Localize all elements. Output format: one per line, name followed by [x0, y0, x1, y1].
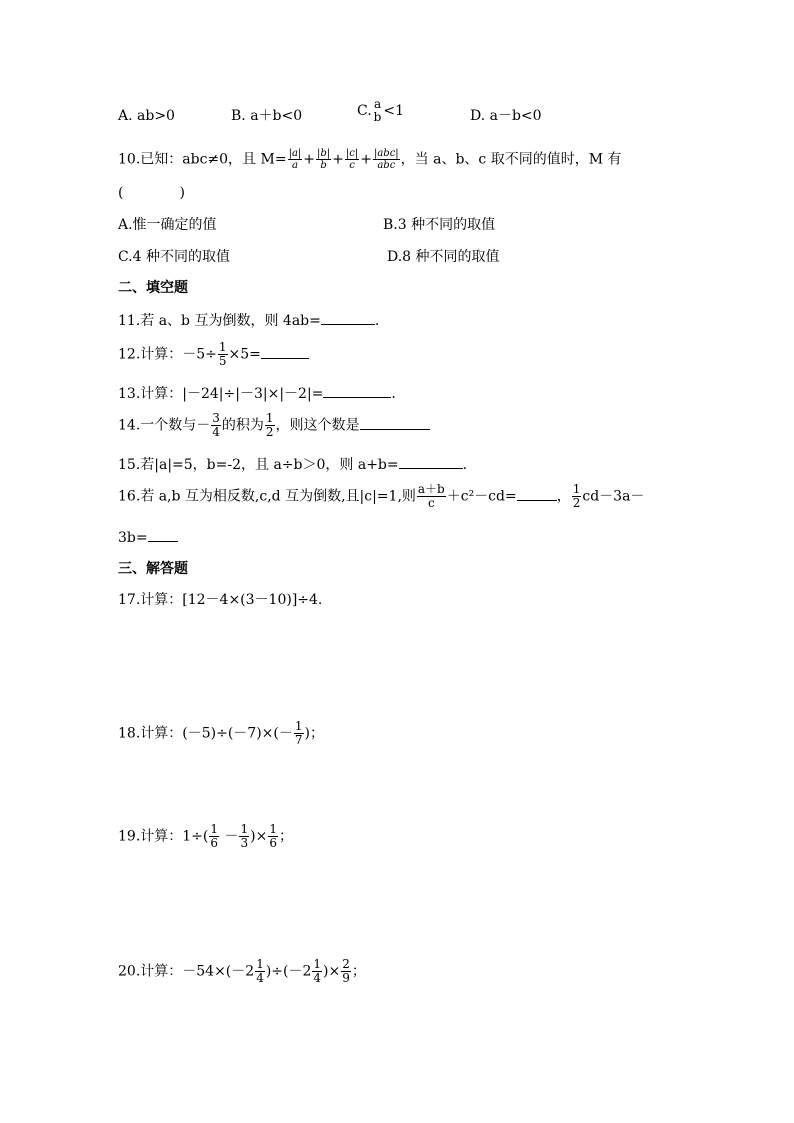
- q19-suffix: ；: [278, 828, 293, 845]
- fraction-numerator: |abc|: [373, 148, 399, 159]
- q10-option-a: A.惟一确定的值: [118, 217, 217, 233]
- q10-option-b: B.3 种不同的取值: [383, 217, 496, 233]
- q12-suffix: ×5=: [228, 346, 261, 363]
- q14-suffix: ，则这个数是: [275, 417, 360, 434]
- plus-sign: +: [303, 151, 316, 168]
- q14-mid: 的积为: [221, 417, 264, 434]
- answer-blank[interactable]: [261, 344, 309, 359]
- section-title-fill-in: 二、填空题: [118, 280, 188, 296]
- q16-tail: cd－3a－: [582, 488, 645, 505]
- q20-fraction-1: [255, 958, 265, 985]
- q10-option-c: C.4 种不同的取值: [118, 249, 231, 265]
- q16-mid: ＋c²－cd=: [446, 488, 517, 505]
- q9-option-c: [357, 98, 404, 124]
- q19-fraction-2: [239, 823, 249, 850]
- fraction-numerator: 1: [265, 411, 274, 425]
- q9-option-c-label: C.: [357, 103, 372, 119]
- plus-sign: +: [332, 151, 344, 168]
- fraction-denominator: 5: [218, 354, 227, 368]
- q20-fraction-3: [341, 958, 351, 985]
- q15: [118, 454, 467, 475]
- fraction-numerator: |b|: [317, 148, 331, 159]
- q10-term-2: [316, 148, 331, 171]
- q12: [118, 341, 309, 368]
- q14: [118, 412, 430, 439]
- q18-fraction: [294, 720, 304, 747]
- fraction-numerator: 1: [218, 340, 227, 354]
- q19-fraction-3: [268, 823, 278, 850]
- q10-option-d: D.8 种不同的取值: [387, 249, 500, 265]
- q16-prefix: 16.若 a,b 互为相反数,c,d 互为倒数,且|c|=1,则: [118, 488, 416, 505]
- fraction-numerator: 1: [240, 822, 249, 836]
- answer-blank[interactable]: [399, 454, 463, 469]
- q9-option-a: A. ab>0: [118, 108, 175, 124]
- q9-option-c-suffix: <1: [383, 103, 404, 119]
- section-title-solve: 三、解答题: [118, 561, 188, 577]
- fraction-denominator: abc: [377, 160, 396, 171]
- q10-answer-paren: ( ): [118, 185, 185, 201]
- fraction-numerator: 3: [212, 411, 220, 425]
- q16-comma: ，: [556, 488, 571, 505]
- q16-fraction: [417, 483, 446, 510]
- fraction-numerator: 1: [210, 822, 219, 836]
- q18-suffix: )；: [304, 725, 324, 742]
- q15-end: .: [462, 457, 468, 473]
- plus-sign: +: [360, 151, 372, 168]
- fraction-denominator: 3: [240, 836, 249, 850]
- q17: 17.计算：[12－4×(3－10)]÷4.: [118, 592, 323, 608]
- q9-option-b: B. a＋b<0: [231, 108, 303, 124]
- answer-blank[interactable]: [321, 310, 375, 325]
- q9-option-d: D. a－b<0: [470, 108, 542, 124]
- fraction-numerator: a: [373, 97, 382, 111]
- q19-fraction-1: [209, 823, 219, 850]
- q19: [118, 823, 293, 850]
- fraction-numerator: 1: [313, 957, 322, 971]
- fraction-numerator: |a|: [288, 148, 302, 159]
- fraction-denominator: c: [427, 496, 435, 510]
- q19-prefix: 19.计算：1÷(: [118, 828, 209, 845]
- fraction-denominator: a: [291, 160, 298, 171]
- fraction-numerator: 1: [572, 482, 581, 496]
- fraction-numerator: 2: [342, 957, 350, 971]
- answer-blank[interactable]: [323, 383, 391, 398]
- q14-prefix: 14.一个数与－: [118, 417, 211, 434]
- fraction-denominator: 4: [256, 971, 264, 985]
- fraction-denominator: 2: [572, 496, 581, 510]
- q13-text: 13.计算：|－24|÷|－3|×|－2|=: [118, 386, 324, 402]
- q20: [118, 958, 366, 985]
- q10-prefix: 10.已知：abc≠0，且 M=: [118, 151, 287, 168]
- q10-term-3: [345, 148, 359, 171]
- q12-fraction: [218, 341, 228, 368]
- q9-option-c-fraction: [373, 98, 383, 124]
- q12-prefix: 12.计算：－5÷: [118, 346, 217, 363]
- q18: [118, 720, 324, 747]
- q18-prefix: 18.计算：(－5)÷(－7)×(－: [118, 725, 293, 742]
- q10-term-1: [288, 148, 303, 171]
- fraction-denominator: 4: [212, 425, 220, 439]
- q10-term-4: [373, 148, 400, 171]
- fraction-denominator: 6: [210, 836, 219, 850]
- answer-blank[interactable]: [517, 486, 557, 501]
- q20-mid: )÷(－2: [265, 963, 312, 980]
- q20-prefix: 20.计算：－54×(－2: [118, 963, 255, 980]
- fraction-denominator: b: [373, 110, 382, 124]
- q20-fraction-2: [312, 958, 322, 985]
- fraction-denominator: 4: [313, 971, 322, 985]
- q10-suffix: ，当 a、b、c 取不同的值时，M 有: [400, 151, 622, 168]
- q14-fraction-1: [211, 412, 221, 439]
- q19-mid-1: －: [220, 828, 239, 845]
- q20-suffix: ；: [351, 963, 366, 980]
- q14-fraction-2: [265, 412, 275, 439]
- q11: [118, 310, 379, 331]
- q13: [118, 383, 396, 404]
- q16-line2-text: 3b=: [118, 530, 148, 546]
- q16-fraction-2: [572, 483, 582, 510]
- answer-blank[interactable]: [148, 527, 178, 542]
- q15-text: 15.若|a|=5，b=-2，且 a÷b＞0，则 a+b=: [118, 457, 399, 473]
- fraction-numerator: 1: [294, 719, 303, 733]
- fraction-denominator: c: [349, 160, 355, 171]
- q11-end: .: [374, 313, 380, 329]
- q16-line-2: [118, 527, 178, 548]
- fraction-numerator: a＋b: [417, 482, 445, 496]
- fraction-denominator: b: [320, 160, 327, 171]
- q10-stem: [118, 148, 622, 171]
- q19-mid-2: )×: [250, 828, 268, 845]
- fraction-numerator: 1: [256, 957, 264, 971]
- fraction-numerator: 1: [269, 822, 277, 836]
- fraction-denominator: 6: [269, 836, 277, 850]
- fraction-denominator: 9: [342, 971, 350, 985]
- answer-blank[interactable]: [360, 415, 430, 430]
- q13-end: .: [391, 386, 396, 402]
- fraction-denominator: 2: [265, 425, 274, 439]
- q16: [118, 483, 644, 510]
- q20-mid-2: )×: [323, 963, 341, 980]
- q11-text: 11.若 a、b 互为倒数，则 4ab=: [118, 313, 321, 329]
- fraction-denominator: 7: [294, 733, 303, 747]
- fraction-numerator: |c|: [345, 148, 359, 159]
